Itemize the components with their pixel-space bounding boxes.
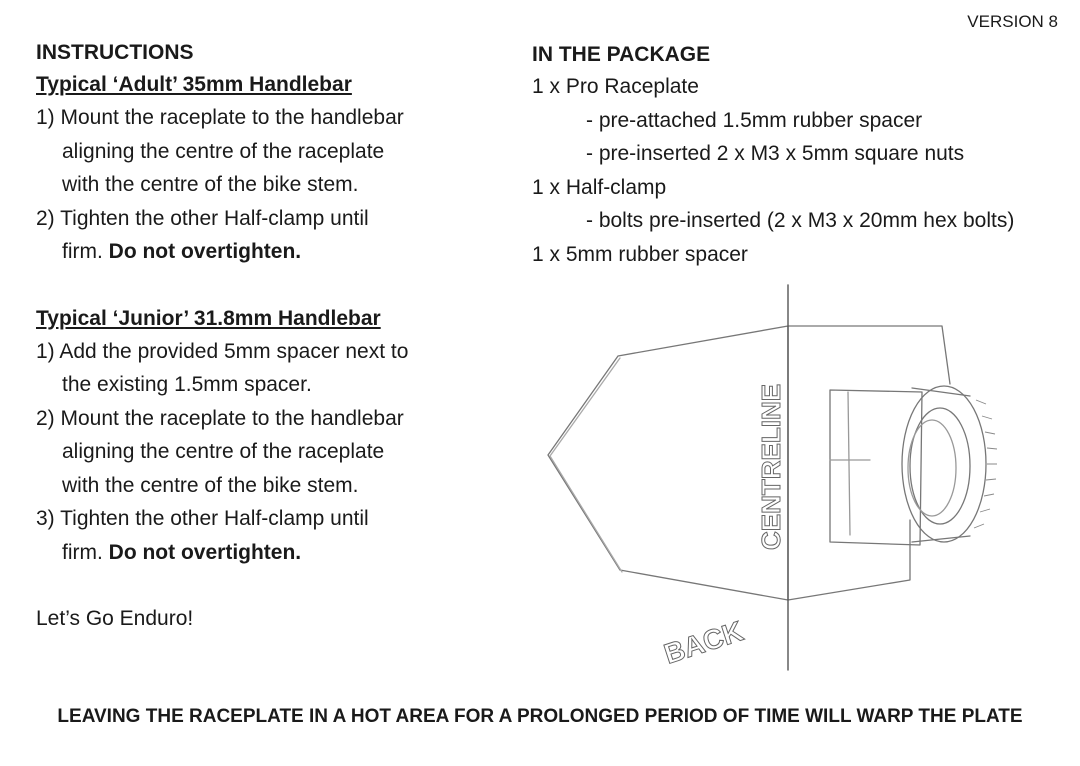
junior-step-3-text: firm. bbox=[62, 540, 109, 564]
package-subitem: - pre-inserted 2 x M3 x 5mm square nuts bbox=[586, 142, 965, 165]
junior-step-2-line-3: with the centre of the bike stem. bbox=[62, 473, 359, 497]
junior-step-1-line-1: 1) Add the provided 5mm spacer next to bbox=[36, 339, 409, 363]
instructions-section bbox=[36, 38, 506, 636]
instructions-heading: INSTRUCTIONS bbox=[36, 41, 194, 64]
package-item: 1 x Pro Raceplate bbox=[532, 75, 699, 98]
junior-step-2-line-1: 2) Mount the raceplate to the handlebar bbox=[36, 406, 404, 430]
junior-step-2-line-2: aligning the centre of the raceplate bbox=[62, 440, 385, 463]
adult-step-2-line-2 bbox=[36, 235, 506, 269]
heat-warning: LEAVING THE RACEPLATE IN A HOT AREA FOR A PROLONGED PERIOD OF TIME WILL WARP THE PLATE bbox=[57, 706, 1023, 727]
closing-line: Let’s Go Enduro! bbox=[36, 607, 194, 630]
package-subitem: - bolts pre-inserted (2 x M3 x 20mm hex bolts) bbox=[586, 209, 1015, 232]
junior-step-3-line-2 bbox=[36, 536, 506, 570]
centreline-label: CENTRELINE bbox=[756, 383, 786, 550]
junior-step-1-line-2: the existing 1.5mm spacer. bbox=[62, 373, 312, 396]
adult-step-1-line-3: with the centre of the bike stem. bbox=[62, 173, 359, 196]
version-label: VERSION 8 bbox=[967, 12, 1058, 31]
adult-step-1-line-1: 1) Mount the raceplate to the handlebar bbox=[36, 106, 404, 129]
package-item: 1 x 5mm rubber spacer bbox=[532, 242, 748, 266]
clamp-ring bbox=[902, 386, 986, 542]
adult-step-2-line-1: 2) Tighten the other Half-clamp until bbox=[36, 206, 369, 230]
package-item: 1 x Half-clamp bbox=[532, 175, 667, 199]
package-heading: IN THE PACKAGE bbox=[532, 43, 711, 66]
adult-step-2-text: firm. bbox=[62, 240, 109, 263]
back-label: BACK bbox=[660, 615, 747, 670]
raceplate-sketch bbox=[530, 280, 1030, 680]
adult-step-2-warning: Do not overtighten. bbox=[108, 240, 302, 263]
adult-handlebar-title: Typical ‘Adult’ 35mm Handlebar bbox=[36, 73, 352, 96]
plate-outline bbox=[548, 326, 950, 600]
package-subitem: - pre-attached 1.5mm rubber spacer bbox=[586, 108, 923, 132]
adult-step-1-line-2: aligning the centre of the raceplate bbox=[62, 139, 385, 163]
package-section bbox=[532, 40, 1062, 271]
junior-step-3-line-1: 3) Tighten the other Half-clamp until bbox=[36, 507, 369, 530]
junior-handlebar-title: Typical ‘Junior’ 31.8mm Handlebar bbox=[36, 306, 381, 330]
junior-step-3-warning: Do not overtighten. bbox=[108, 540, 302, 564]
